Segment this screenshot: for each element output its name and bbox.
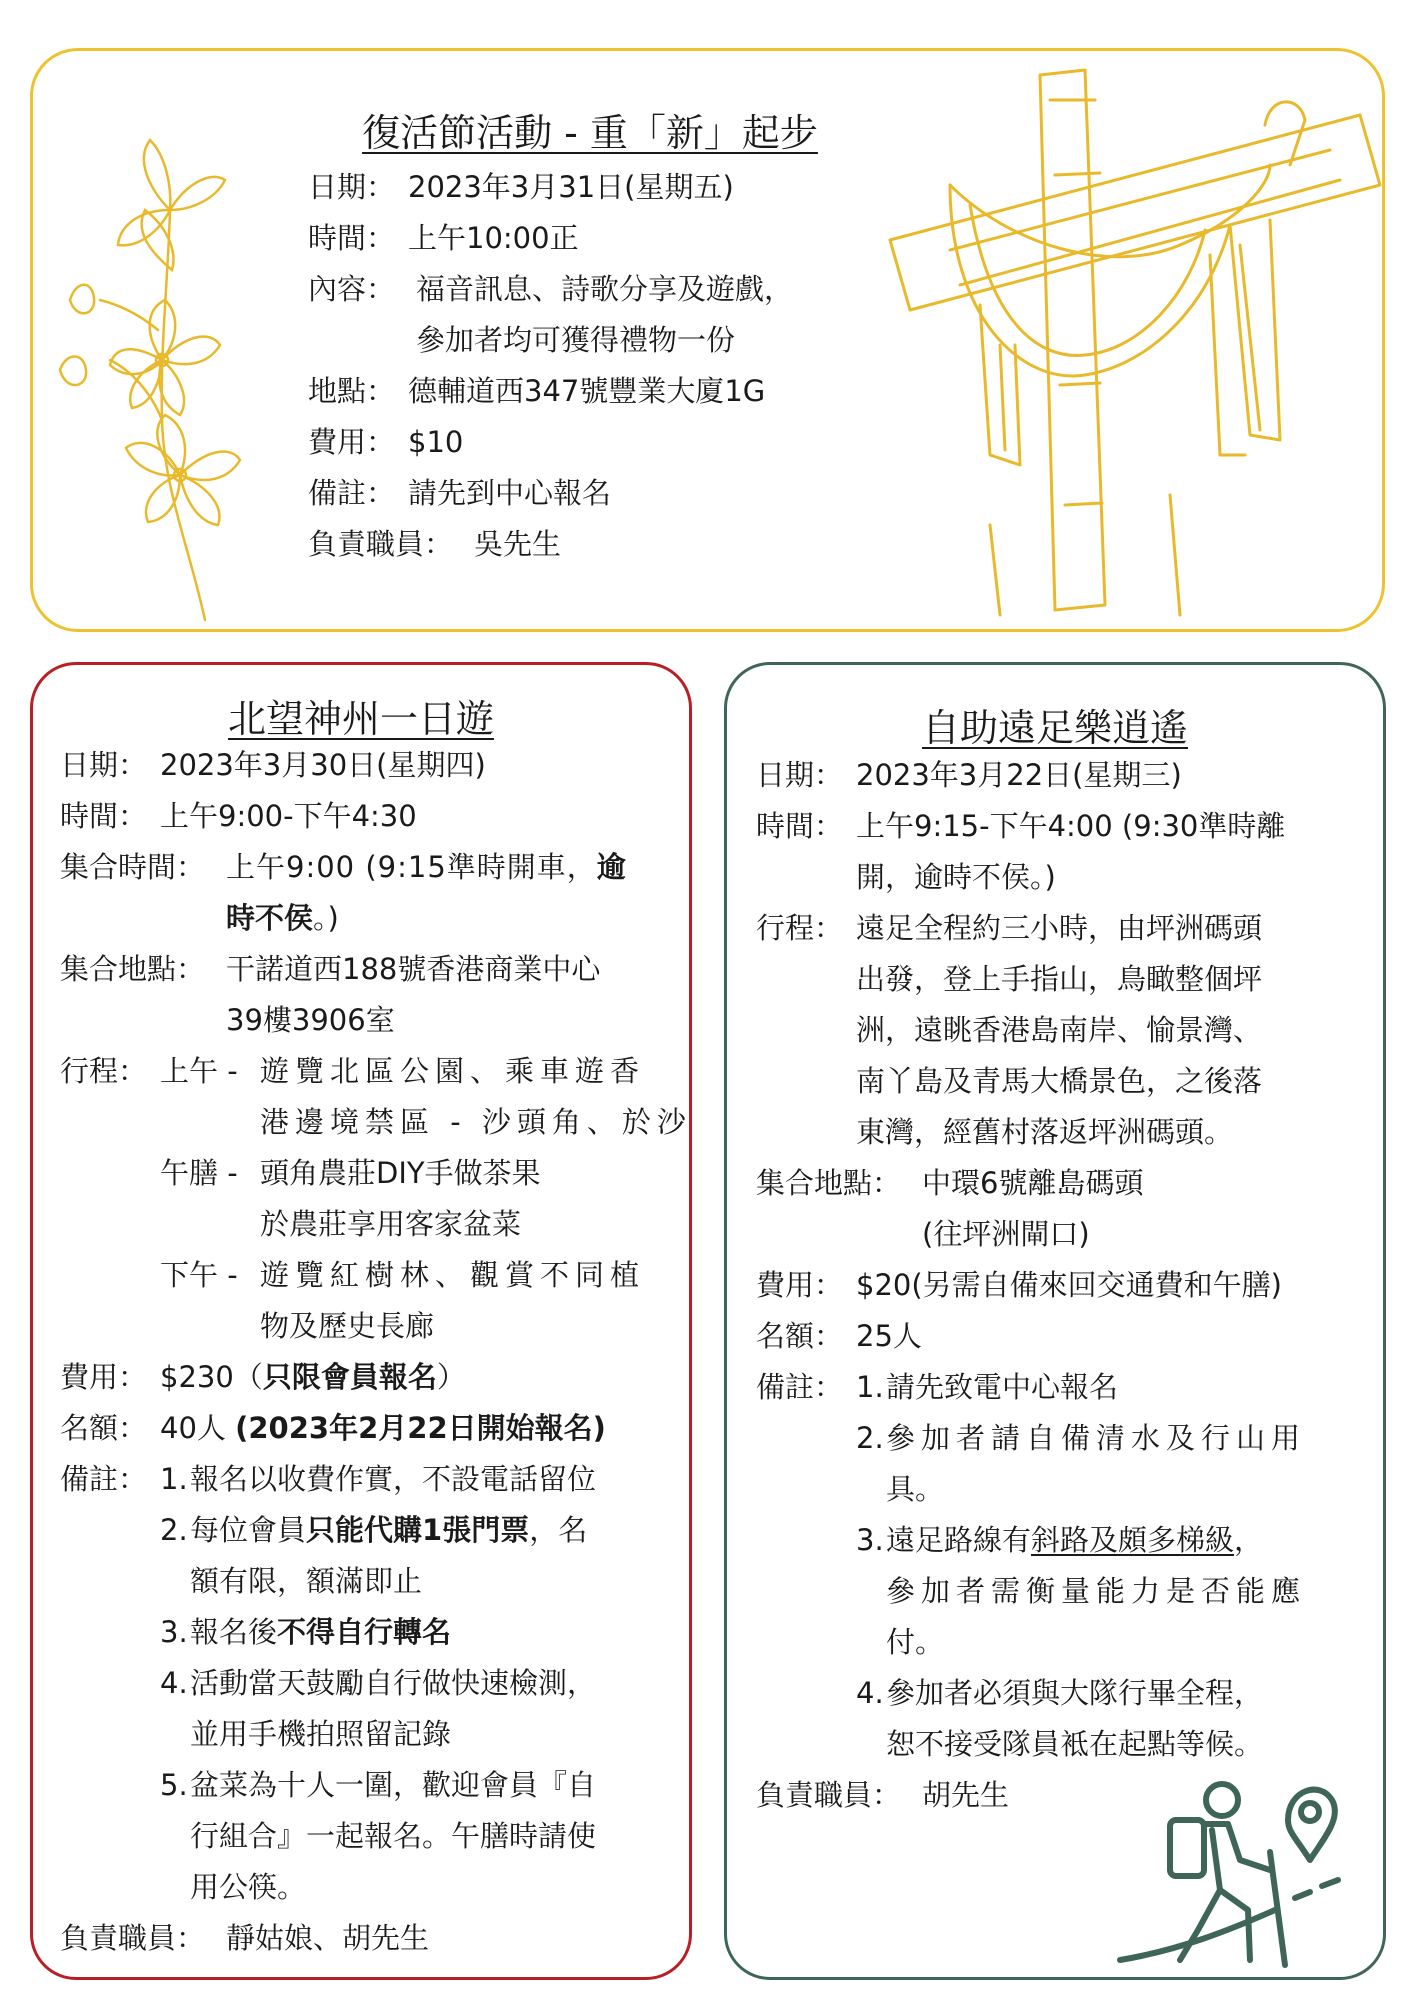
value: 請先到中心報名 xyxy=(408,476,612,510)
hike-remark-row xyxy=(756,1566,1376,1617)
value: 中環6號離島碼頭 xyxy=(922,1166,1144,1200)
hike-fee-row xyxy=(756,1260,1376,1311)
tour-date-row xyxy=(60,740,690,791)
value: 報名以收費作實，不設電話留位 xyxy=(190,1462,597,1496)
value: 恕不接受隊員袛在起點等候。 xyxy=(886,1727,1264,1761)
label: 地點： xyxy=(308,374,396,408)
tour-gather-place-cont-row xyxy=(60,995,690,1046)
label: 名額： xyxy=(756,1319,844,1353)
tour-gather-place-row xyxy=(60,944,690,995)
easter-content-row xyxy=(308,264,868,315)
hike-remark-row xyxy=(756,1362,1376,1413)
label: 費用： xyxy=(60,1360,148,1394)
tour-staff-row xyxy=(60,1913,690,1964)
label: 費用： xyxy=(756,1268,844,1302)
value: 開，逾時不侯。) xyxy=(856,860,1056,894)
label: 內容： xyxy=(308,272,396,306)
label: 時間： xyxy=(60,799,148,833)
tour-remark-row xyxy=(60,1658,690,1709)
label: 費用： xyxy=(308,425,396,459)
value: ， xyxy=(1234,1523,1264,1557)
tour-itinerary-row xyxy=(60,1148,690,1199)
easter-staff-row xyxy=(308,519,868,570)
value: 參加者均可獲得禮物一份 xyxy=(416,323,736,357)
hiker-with-map-pin-icon xyxy=(1110,1760,1360,1970)
label: 集合地點： xyxy=(60,952,206,986)
hike-time-cont-row xyxy=(756,852,1376,903)
value: 行組合』一起報名。午膳時請使 xyxy=(190,1819,597,1853)
value: ，名 xyxy=(529,1513,588,1547)
value: 活動當天鼓勵自行做快速檢測， xyxy=(190,1666,597,1700)
label: 集合地點： xyxy=(756,1166,902,1200)
label: 負責職員： xyxy=(308,527,454,561)
tour-itinerary-row xyxy=(60,1097,690,1148)
value: 物及歷史長廊 xyxy=(260,1309,435,1343)
hike-route-row xyxy=(756,954,1376,1005)
cross-with-cloth-illustration xyxy=(850,55,1390,615)
hike-date-row xyxy=(756,750,1376,801)
item-number: 1. xyxy=(160,1462,188,1496)
item-number: 4. xyxy=(856,1676,884,1710)
tour-quota-row xyxy=(60,1403,690,1454)
hike-gather-place-cont-row xyxy=(756,1209,1376,1260)
tour-time-row xyxy=(60,791,690,842)
value: 。) xyxy=(313,901,339,935)
hike-gather-place-row xyxy=(756,1158,1376,1209)
hike-details xyxy=(756,750,1376,1821)
item-number: 3. xyxy=(160,1615,188,1649)
item-number: 3. xyxy=(856,1523,884,1557)
value: 2023年3月31日(星期五) xyxy=(408,170,734,204)
easter-details xyxy=(308,162,868,570)
hike-route-row xyxy=(756,1107,1376,1158)
label: 日期： xyxy=(60,748,148,782)
label: 行程： xyxy=(756,911,844,945)
value-underlined: 斜路及頗多梯級 xyxy=(1031,1523,1235,1557)
value: 並用手機拍照留記錄 xyxy=(190,1717,452,1751)
value: 上午9:00 (9:15準時開車， xyxy=(226,850,597,884)
tour-remark-row xyxy=(60,1556,690,1607)
easter-fee-row xyxy=(308,417,868,468)
value: 用公筷。 xyxy=(190,1870,307,1904)
value: $10 xyxy=(408,425,464,459)
value: 請先致電中心報名 xyxy=(886,1370,1119,1404)
tour-remark-row xyxy=(60,1760,690,1811)
hike-remark-row xyxy=(756,1515,1376,1566)
tour-remark-row xyxy=(60,1454,690,1505)
value: 頭角農莊DIY手做茶果 xyxy=(260,1156,541,1190)
hike-route-row xyxy=(756,1005,1376,1056)
easter-remark-row xyxy=(308,468,868,519)
period: 下午 - xyxy=(160,1258,238,1292)
value: 港邊境禁區 - 沙頭角、於沙 xyxy=(260,1105,692,1139)
tour-itinerary-row xyxy=(60,1046,690,1097)
value: 2023年3月22日(星期三) xyxy=(856,758,1182,792)
value: 干諾道西188號香港商業中心 xyxy=(226,952,601,986)
label: 日期： xyxy=(308,170,396,204)
flower-illustration xyxy=(40,130,300,630)
value: 遊覽紅樹林、觀賞不同植 xyxy=(260,1258,646,1292)
tour-details xyxy=(60,740,690,1964)
period: 午膳 - xyxy=(160,1156,238,1190)
value: 上午9:00-下午4:30 xyxy=(160,799,417,833)
value: 參加者必須與大隊行畢全程， xyxy=(886,1676,1264,1710)
easter-title: 復活節活動 - 重「新」起步 xyxy=(362,111,818,155)
label: 集合時間： xyxy=(60,850,206,884)
easter-venue-row xyxy=(308,366,868,417)
hike-remark-row xyxy=(756,1668,1376,1719)
value: 每位會員 xyxy=(190,1513,307,1547)
label: 備註： xyxy=(308,476,396,510)
label: 時間： xyxy=(756,809,844,843)
value: 東灣，經舊村落返坪洲碼頭。 xyxy=(856,1115,1234,1149)
label: 備註： xyxy=(756,1370,844,1404)
value: 德輔道西347號豐業大廈1G xyxy=(408,374,766,408)
tour-remark-row xyxy=(60,1505,690,1556)
value: 參加者請自備清水及行山用 xyxy=(886,1421,1307,1455)
easter-time-row xyxy=(308,213,868,264)
value: $230（ xyxy=(160,1360,263,1394)
value: 2023年3月30日(星期四) xyxy=(160,748,486,782)
hike-remark-row xyxy=(756,1464,1376,1515)
value: 南丫島及青馬大橋景色，之後落 xyxy=(856,1064,1263,1098)
hike-remark-row xyxy=(756,1413,1376,1464)
item-number: 5. xyxy=(160,1768,188,1802)
tour-remark-row xyxy=(60,1811,690,1862)
item-number: 1. xyxy=(856,1370,884,1404)
value: 盆菜為十人一圍，歡迎會員『自 xyxy=(190,1768,597,1802)
label: 時間： xyxy=(308,221,396,255)
tour-remark-row xyxy=(60,1862,690,1913)
value: 於農莊享用客家盆菜 xyxy=(260,1207,522,1241)
value: 上午9:15-下午4:00 (9:30準時離 xyxy=(856,809,1286,843)
tour-itinerary-row xyxy=(60,1301,690,1352)
tour-itinerary-row xyxy=(60,1199,690,1250)
tour-fee-row xyxy=(60,1352,690,1403)
easter-content-cont-row xyxy=(308,315,868,366)
hike-time-row xyxy=(756,801,1376,852)
label: 日期： xyxy=(756,758,844,792)
tour-remark-row xyxy=(60,1709,690,1760)
value: 25人 xyxy=(856,1319,922,1353)
value: ） xyxy=(436,1360,466,1394)
label: 名額： xyxy=(60,1411,148,1445)
value: 上午10:00正 xyxy=(408,221,579,255)
easter-date-row xyxy=(308,162,868,213)
value: 遊覽北區公園、乘車遊香 xyxy=(260,1054,646,1088)
tour-itinerary-row xyxy=(60,1250,690,1301)
value-bold: 時不侯 xyxy=(226,901,314,935)
label: 備註： xyxy=(60,1462,148,1496)
value: 洲，遠眺香港島南岸、愉景灣、 xyxy=(856,1013,1263,1047)
hike-quota-row xyxy=(756,1311,1376,1362)
label: 負責職員： xyxy=(60,1921,206,1955)
tour-remark-row xyxy=(60,1607,690,1658)
tour-gather-time-row xyxy=(60,842,690,893)
value: $20(另需自備來回交通費和午膳) xyxy=(856,1268,1282,1302)
value: 吳先生 xyxy=(474,527,562,561)
item-number: 2. xyxy=(856,1421,884,1455)
period: 上午 - xyxy=(160,1054,238,1088)
hike-route-row xyxy=(756,903,1376,954)
value: 遠足路線有 xyxy=(886,1523,1032,1557)
item-number: 2. xyxy=(160,1513,188,1547)
hike-route-row xyxy=(756,1056,1376,1107)
value-bold: 只能代購1張門票 xyxy=(306,1513,530,1547)
label: 行程： xyxy=(60,1054,148,1088)
value: 額有限，額滿即止 xyxy=(190,1564,423,1598)
value-bold: (2023年2月22日開始報名) xyxy=(235,1411,606,1445)
tour-title: 北望神州一日遊 xyxy=(227,697,494,741)
tour-gather-time-cont-row xyxy=(60,893,690,944)
value: 靜姑娘、胡先生 xyxy=(226,1921,430,1955)
value-bold: 逾 xyxy=(596,850,627,884)
value-bold: 不得自行轉名 xyxy=(277,1615,452,1649)
hike-title: 自助遠足樂逍遙 xyxy=(921,706,1188,750)
value: 40人 xyxy=(160,1411,236,1445)
value: (往坪洲閘口) xyxy=(922,1217,1090,1251)
value: 具。 xyxy=(886,1472,945,1506)
label: 負責職員： xyxy=(756,1778,902,1812)
value: 遠足全程約三小時，由坪洲碼頭 xyxy=(856,911,1263,945)
value-bold: 只限會員報名 xyxy=(262,1360,437,1394)
value: 報名後 xyxy=(190,1615,278,1649)
value: 39樓3906室 xyxy=(226,1003,395,1037)
item-number: 4. xyxy=(160,1666,188,1700)
value: 胡先生 xyxy=(922,1778,1010,1812)
value: 參加者需衡量能力是否能應 xyxy=(886,1574,1307,1608)
value: 付。 xyxy=(886,1625,945,1659)
value: 福音訊息、詩歌分享及遊戲， xyxy=(416,272,794,306)
value: 出發，登上手指山，鳥瞰整個坪 xyxy=(856,962,1263,996)
hike-remark-row xyxy=(756,1617,1376,1668)
